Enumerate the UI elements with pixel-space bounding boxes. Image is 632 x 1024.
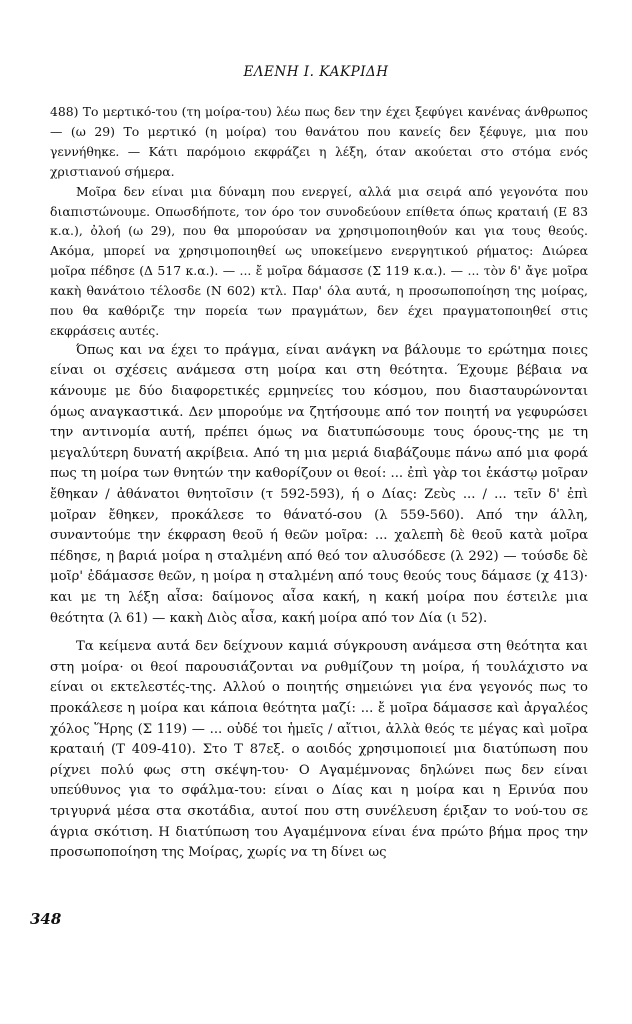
page-number: 348: [30, 910, 62, 928]
body-text: [50, 102, 588, 864]
body-paragraph-1: Όπως και να έχει το πράγμα, είναι ανάγκη να βάλουμε το ερώτημα ποιες είναι οι σχέσεις ανάμεσα στη μοίρα και στη θεότητα. Έχουμε βέβαια να κάνουμε με δύο διαφορετικές ερμηνείες του κόσμου, που διασταυρώνονται όμως αναγκαστικά. Δεν μπορούμε να ζητήσουμε από τον ποιητή να γεφυρώσει την αντινομία αυτή, πρέπει όμως να διατυπώσουμε τους όρους-της με τη μεγαλύτερη δυνατή ακρίβεια. Από τη μια μεριά διαβάζουμε πάνω από μια φορά πως τη μοίρα των θνητών την καθορίζουν οι θεοί: ... ἐπὶ γὰρ τοι ἑκάστῳ μοῖραν ἔθηκαν / ἀθάνατοι θνητοῖσιν (τ 592-593), ή ο Δίας: Ζεὺς ... / ... τεῖν δ' ἐπὶ μοῖραν ἔθηκεν, προκάλεσε το θάνατό-σου (λ 559-560). Από την άλλη, συναντούμε την έκφραση θεοῦ ή θεῶν μοῖρα: ... χαλεπὴ δὲ θεοῦ κατὰ μοῖρα πέδησε, η βαριά μοίρα η σταλμένη από θεό τον αλυσόδεσε (λ 292) — τούσδε δὲ μοῖρ' ἐδάμασσε θεῶν, η μοίρα η σταλμένη από τους θεούς τους δάμασε (χ 413)· και με τη λέξη αἶσα: δαίμονος αἶσα κακή, η κακή μοίρα που έστειλε μια θεότητα (λ 61) — κακὴ Διὸς αἶσα, κακή μοίρα από τον Δία (ι 52).: [50, 342, 588, 626]
footnote-paragraph-1: 488) Το μερτικό-του (τη μοίρα-του) λέω πως δεν την έχει ξεφύγει κανένας άνθρωπος — (ω 29) Το μερτικό (η μοίρα) του θανάτου που κανείς δεν ξέφυγε, μια που γεννήθηκε. — Κάτι παρόμοιο εκφράζει η λέξη, όταν ακούεται στο στόμα ενός χριστιανού σήμερα.: [50, 104, 588, 179]
body-paragraph-2: Τα κείμενα αυτά δεν δείχνουν καμιά σύγκρουση ανάμεσα στη θεότητα και στη μοίρα· οι θεοί παρουσιάζονται να ρυθμίζουν τη μοίρα, ή τουλάχιστο να είναι οι εκτελεστές-της. Αλλού ο ποιητής σημειώνει για ένα γεγονός πως το προκάλεσε η μοίρα και κάποια θεότητα μαζί: ... ἔ μοῖρα δάμασσε καὶ ἀργαλέος χόλος Ἥρης (Σ 119) — ... οὐδέ τοι ἡμεῖς / αἴτιοι, ἀλλὰ θεός τε μέγας καὶ μοῖρα κραταιή (Τ 409-410). Στο Τ 87εξ. ο αοιδός χρησιμοποιεί μια διατύπωση που ρίχνει πολύ φως στη σκέψη-του· Ο Αγαμέμνονας δηλώνει πως δεν είναι υπεύθυνος για το σφάλμα-του: είναι ο Δίας και η μοίρα και η Ερινύα που τριγυρνά μέσα στα σκοτάδια, αυτοί που στη συνέλευση έριξαν το νού-του σε άγρια σκότιση. Η διατύπωση του Αγαμέμνονα είναι ένα πρώτο βήμα προς την προσωποποίηση της Μοίρας, χωρίς να τη δίνει ως: [50, 639, 588, 861]
footnote-paragraph-2: Μοῖρα δεν είναι μια δύναμη που ενεργεί, αλλά μια σειρά από γεγονότα που διαπιστώνουμε. Οπωσδήποτε, τον όρο τον συνοδεύουν επίθετα όπως κραταιή (Ε 83 κ.α.), ὀλοή (ω 29), που θα μπορούσαν να χρησιμοποιηθούν και για τους θεούς. Ακόμα, μπορεί να χρησιμοποιηθεί ως υποκείμενο ενεργητικού ρήματος: Διώρεα μοῖρα πέδησε (Δ 517 κ.α.). — ... ἔ μοῖρα δάμασσε (Σ 119 κ.α.). — ... τὸν δ' ἄγε μοῖρα κακὴ θανάτοιο τέλοσδε (Ν 602) κτλ. Παρ' όλα αυτά, η προσωποποίηση της μοίρας, που θα καθόριζε την πορεία των πραγμάτων, δεν έχει πραγματοποιηθεί στις εκφράσεις αυτές.: [50, 183, 588, 338]
running-head: ΕΛΕΝΗ Ι. ΚΑΚΡΙΔΗ: [243, 64, 389, 80]
